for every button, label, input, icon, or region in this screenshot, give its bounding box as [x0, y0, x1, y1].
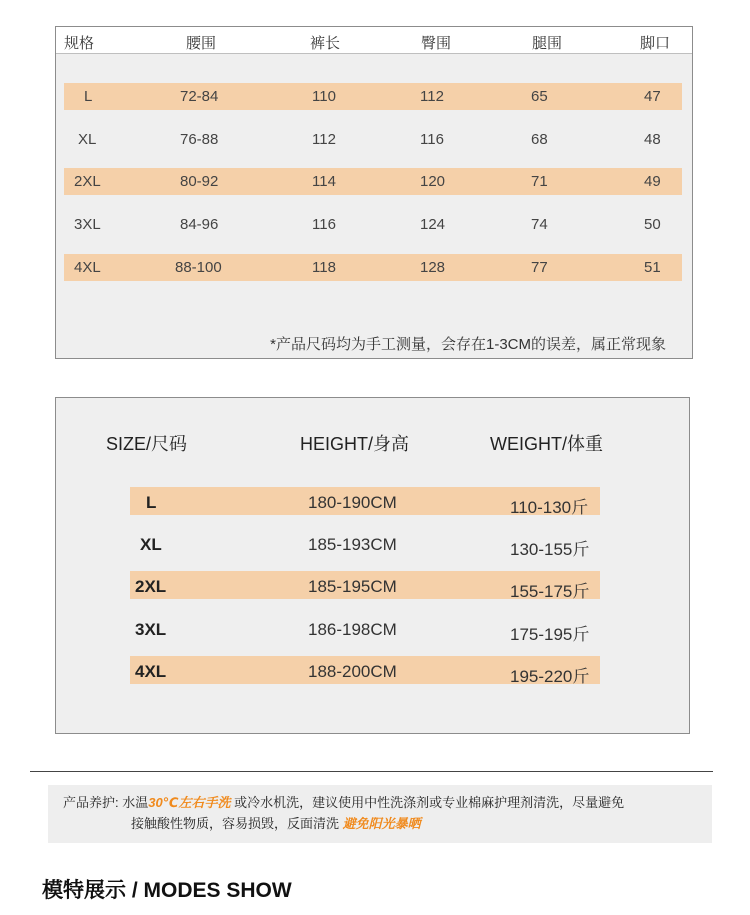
header-size: SIZE/尺码 [106, 434, 188, 454]
table-row: L 72-84 110 112 65 47 [64, 83, 682, 110]
header-weight: WEIGHT/体重 [490, 434, 603, 454]
size-table-header [56, 27, 692, 54]
table-row: 4XL 88-100 118 128 77 51 [64, 254, 682, 281]
table-row: XL 76-88 112 116 68 48 [78, 131, 661, 148]
header-hip: 臀围 [421, 35, 452, 52]
care-highlight-temperature: 30℃左右手洗 [148, 795, 231, 810]
table-row: 3XL 186-198CM 175-195斤 [135, 620, 590, 644]
table-row: XL 185-193CM 130-155斤 [140, 535, 590, 559]
care-instructions [48, 785, 712, 843]
header-size: 规格 [64, 35, 95, 52]
table-row: 2XL 80-92 114 120 71 49 [64, 168, 682, 195]
table-row: L 180-190CM 110-130斤 [130, 487, 600, 515]
table-row: 3XL 84-96 116 124 74 50 [74, 216, 661, 233]
section-divider [30, 771, 713, 772]
header-waist: 腰围 [186, 35, 217, 52]
care-highlight-sun: 避免阳光暴晒 [342, 816, 421, 831]
measurement-note: *产品尺码均为手工测量，会存在1-3CM的误差，属正常现象 [270, 336, 666, 353]
table-row: 4XL 188-200CM 195-220斤 [130, 656, 600, 684]
table-row: 2XL 185-195CM 155-175斤 [130, 571, 600, 599]
header-length: 裤长 [310, 35, 341, 52]
header-thigh: 腿围 [532, 35, 563, 52]
header-hem: 脚口 [640, 35, 671, 52]
size-recommendation-table [55, 397, 690, 734]
size-measurement-table [55, 26, 693, 359]
care-label: 产品养护: [63, 795, 119, 810]
care-text: 产品养护: 水温30℃左右手洗 或冷水机洗，建议使用中性洗涤剂或专业棉麻护理剂清洗，尽量避免 接触酸性物质，容易损毁，反面清洗 避免阳光暴晒 [63, 795, 625, 831]
model-section-title: 模特展示 / MODES SHOW [42, 879, 292, 902]
header-height: HEIGHT/身高 [300, 434, 410, 454]
